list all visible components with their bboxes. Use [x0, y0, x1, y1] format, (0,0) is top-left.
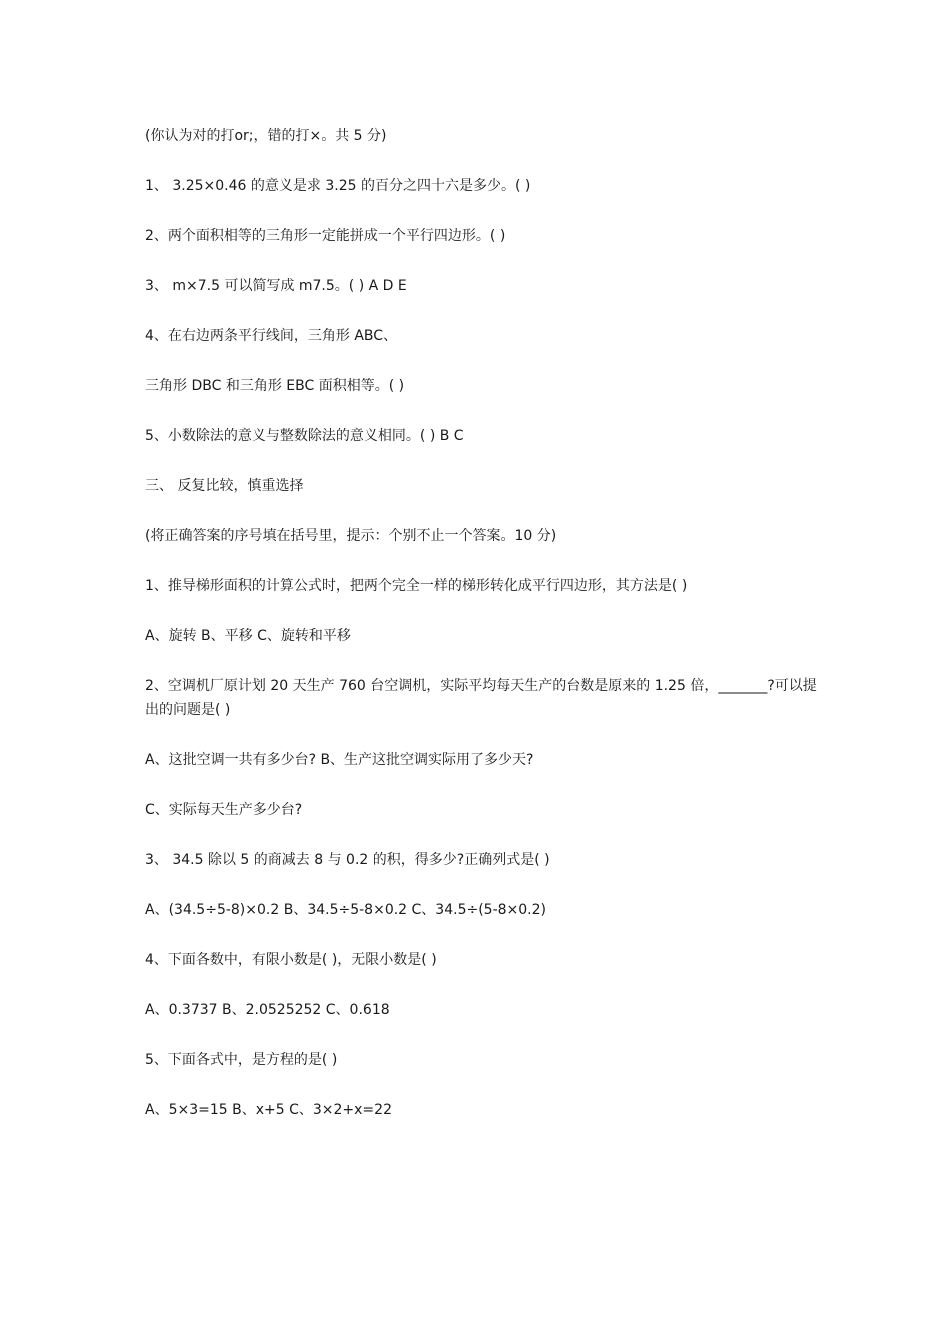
choice-options-1: A、旋转 B、平移 C、旋转和平移 [145, 628, 351, 644]
choice-instructions: (将正确答案的序号填在括号里，提示：个别不止一个答案。10 分) [145, 528, 557, 544]
judgement-item-5: 5、小数除法的意义与整数除法的意义相同。( ) B C [145, 428, 464, 444]
choice-options-4: A、0.3737 B、2.0525252 C、0.618 [145, 1002, 390, 1018]
choice-options-5: A、5×3=15 B、x+5 C、3×2+x=22 [145, 1102, 392, 1118]
choice-question-1: 1、推导梯形面积的计算公式时，把两个完全一样的梯形转化成平行四边形，其方法是( ) [145, 578, 688, 594]
choice-question-4: 4、下面各数中，有限小数是( )，无限小数是( ) [145, 952, 437, 968]
choice-question-2: 2、空调机厂原计划 20 天生产 760 台空调机，实际平均每天生产的台数是原来的 1.25 倍，_______?可以提出的问题是( ) [145, 678, 817, 718]
judgement-instructions: (你认为对的打or;，错的打×。共 5 分) [145, 128, 387, 144]
choice-question-3: 3、 34.5 除以 5 的商减去 8 与 0.2 的积，得多少?正确列式是( ) [145, 852, 550, 868]
section-three-heading: 三、 反复比较，慎重选择 [145, 478, 304, 494]
judgement-item-4-continued: 三角形 DBC 和三角形 EBC 面积相等。( ) [145, 378, 405, 394]
choice-question-5: 5、下面各式中，是方程的是( ) [145, 1052, 338, 1068]
choice-options-2-continued: C、实际每天生产多少台? [145, 802, 303, 818]
choice-options-2: A、这批空调一共有多少台? B、生产这批空调实际用了多少天? [145, 752, 534, 768]
document-body [145, 124, 820, 1148]
choice-options-3: A、(34.5÷5-8)×0.2 B、34.5÷5-8×0.2 C、34.5÷(5-8×0.2) [145, 902, 546, 918]
judgement-item-3: 3、 m×7.5 可以简写成 m7.5。( ) A D E [145, 278, 407, 294]
judgement-item-2: 2、两个面积相等的三角形一定能拼成一个平行四边形。( ) [145, 228, 506, 244]
judgement-item-4: 4、在右边两条平行线间，三角形 ABC、 [145, 328, 398, 344]
judgement-item-1: 1、 3.25×0.46 的意义是求 3.25 的百分之四十六是多少。( ) [145, 178, 531, 194]
